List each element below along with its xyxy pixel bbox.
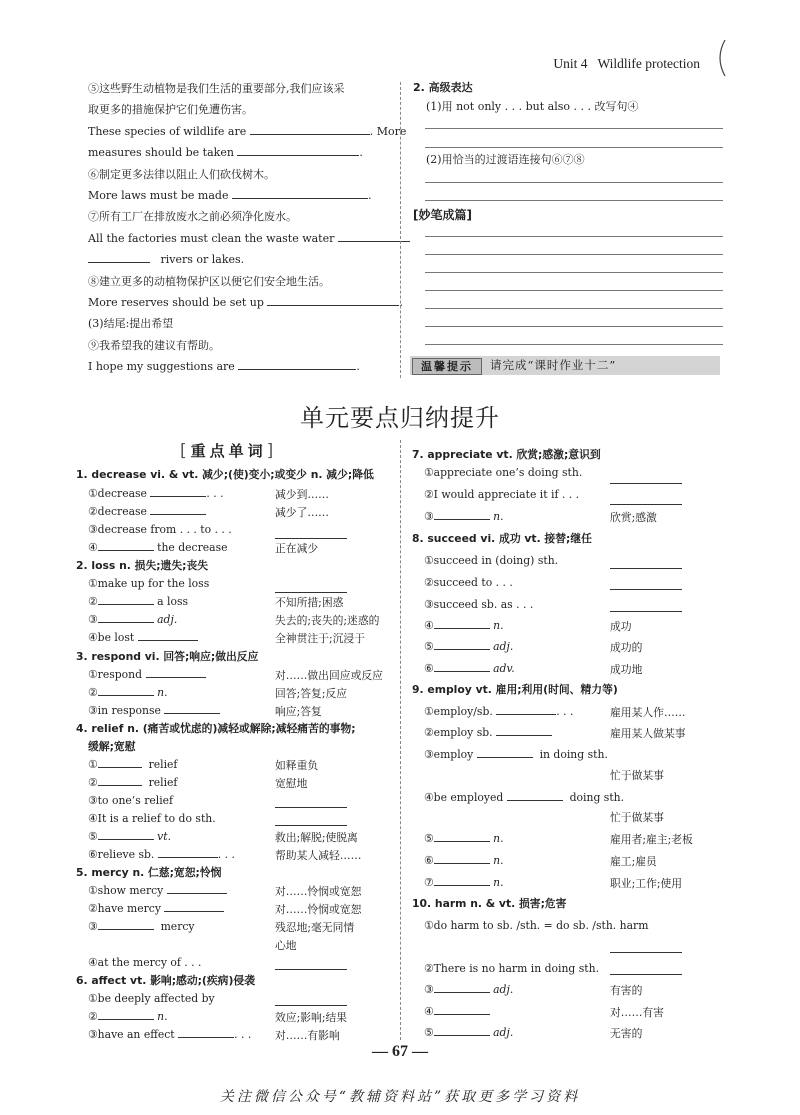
entry-item: ③ mercy [88, 920, 195, 933]
answer-blank[interactable] [434, 660, 490, 672]
entry-item: ② a loss [88, 595, 189, 608]
text-line: ⑦所有工厂在排放废水之前必须净化废水。 [88, 210, 297, 224]
answer-line[interactable] [425, 200, 723, 201]
answer-blank[interactable] [610, 567, 682, 569]
entry-meaning: 回答;答复;反应 [275, 687, 348, 700]
entry-item: ①respond [88, 666, 206, 684]
entry-meaning: 失去的;丧失的;迷惑的 [275, 614, 380, 627]
entry-item: ② n. [88, 1010, 168, 1023]
answer-blank[interactable] [275, 968, 347, 970]
unit-title: Wildlife protection [597, 56, 700, 71]
advanced-expression-title: 2. 高级表达 [413, 81, 473, 94]
answer-line[interactable] [425, 344, 723, 345]
text-line: (3)结尾:提出希望 [88, 317, 174, 331]
answer-blank[interactable] [275, 1004, 347, 1006]
answer-blank[interactable] [610, 503, 682, 505]
answer-blank[interactable] [275, 537, 347, 539]
entry-item: ②decrease [88, 503, 206, 521]
entry-heading: 2. loss n. 损失;遗失;丧失 [76, 559, 209, 572]
answer-blank[interactable] [98, 774, 142, 786]
answer-blank[interactable] [434, 830, 490, 842]
answer-blank[interactable] [275, 824, 347, 826]
entry-item: ④ n. [424, 619, 504, 632]
entry-meaning: 成功的 [610, 641, 643, 654]
answer-blank[interactable] [610, 951, 682, 953]
entry-heading: 6. affect vt. 影响;感动;(疾病)侵袭 [76, 974, 255, 987]
text-line: More reserves should be set up . [88, 295, 403, 309]
entry-meaning: 对……怜悯或宽恕 [275, 903, 362, 916]
entry-item: ②employ sb. [424, 724, 552, 742]
entry-meaning: 正在减少 [275, 542, 319, 555]
answer-blank[interactable] [98, 611, 154, 623]
entry-item: ③succeed sb. as . . . [424, 598, 534, 611]
entry-item: ⑥ adv. [424, 662, 515, 675]
answer-line[interactable] [425, 128, 723, 129]
answer-blank[interactable] [267, 294, 399, 306]
entry-item: ⑤ adj. [424, 640, 514, 653]
entry-meaning: 如释重负 [275, 759, 319, 772]
answer-line[interactable] [425, 254, 723, 255]
entry-meaning: 效应;影响;结果 [275, 1011, 348, 1024]
entry-item: ④be employed doing sth. [424, 791, 625, 804]
answer-line[interactable] [425, 272, 723, 273]
entry-item: ③in response [88, 702, 220, 720]
answer-blank[interactable] [150, 485, 206, 497]
answer-blank[interactable] [496, 703, 556, 715]
answer-blank[interactable] [237, 144, 359, 156]
entry-heading: 8. succeed vi. 成功 vt. 接替;继任 [412, 532, 592, 545]
entry-meaning: 欣赏;感激 [610, 511, 657, 524]
entry-item: ③have an effect . . . [88, 1028, 252, 1041]
text-line: These species of wildlife are . More [88, 124, 407, 138]
entry-meaning: 残忍地;毫无同情 [275, 921, 355, 934]
answer-line[interactable] [425, 308, 723, 309]
left-writing-column [88, 78, 407, 377]
entry-item: ①decrease . . . [88, 487, 224, 500]
text-line: ⑤这些野生动植物是我们生活的重要部分,我们应该采 [88, 82, 345, 95]
text-line: ⑨我希望我的建议有帮助。 [88, 338, 220, 352]
answer-blank[interactable] [610, 973, 682, 975]
question-2: (2)用恰当的过渡语连接句⑥⑦⑧ [426, 153, 585, 166]
entry-meaning: 成功 [610, 620, 632, 633]
writing-section-label: [妙笔成篇] [413, 208, 472, 222]
entry-item: ①be deeply affected by [88, 992, 215, 1005]
entry-heading: 4. relief n. (痛苦或忧虑的)减轻或解除;减轻痛苦的事物; [76, 722, 356, 735]
entry-heading-cont: 缓解;宽慰 [88, 740, 136, 753]
footer-note: 关注微信公众号“教辅资料站”获取更多学习资料 [219, 1089, 581, 1105]
section-title: 单元要点归纳提升 [300, 404, 500, 432]
entry-meaning: 救出;解脱;使脱离 [275, 831, 358, 844]
entry-meaning: 雇用者;雇主;老板 [610, 833, 693, 846]
entry-item: ②have mercy [88, 900, 224, 918]
entry-item: ②succeed to . . . [424, 576, 513, 589]
entry-meaning: 对……怜悯或宽恕 [275, 885, 362, 898]
entry-item: ④ [424, 1003, 490, 1021]
answer-blank[interactable] [610, 610, 682, 612]
entry-meaning: 对……有影响 [275, 1029, 340, 1042]
answer-blank[interactable] [164, 900, 224, 912]
text-line: ⑥制定更多法律以阻止人们砍伐树木。 [88, 167, 275, 181]
answer-blank[interactable] [275, 806, 347, 808]
entry-item: ⑥ n. [424, 854, 504, 867]
entry-meaning: 雇用某人作…… [610, 706, 686, 719]
entry-meaning: 响应;答复 [275, 705, 322, 718]
unit-label: Unit 4 [553, 56, 588, 71]
text-line: measures should be taken . [88, 146, 363, 160]
entry-item: ④at the mercy of . . . [88, 956, 202, 969]
entry-meaning: 职业;工作;使用 [610, 877, 683, 890]
entry-item: ①employ/sb. . . . [424, 705, 574, 718]
entry-heading: 3. respond vi. 回答;响应;做出反应 [76, 650, 259, 663]
answer-blank[interactable] [146, 666, 206, 678]
text-line: rivers or lakes. [88, 249, 388, 270]
answer-blank[interactable] [150, 503, 206, 515]
entry-meaning: 忙于做某事 [610, 811, 664, 824]
entry-meaning: 对……有害 [610, 1006, 664, 1019]
entry-item: ⑦ n. [424, 876, 504, 889]
answer-blank[interactable] [167, 882, 227, 894]
answer-blank[interactable] [238, 358, 356, 370]
tip-banner [410, 356, 720, 375]
answer-blank[interactable] [98, 684, 154, 696]
answer-blank[interactable] [434, 874, 490, 886]
answer-blank[interactable] [434, 852, 490, 864]
answer-blank[interactable] [434, 1003, 490, 1015]
entry-item: ⑥relieve sb. . . . [88, 848, 235, 861]
entry-item: ②There is no harm in doing sth. [424, 962, 600, 975]
text-line: I hope my suggestions are . [88, 360, 360, 374]
entry-meaning: 减少到…… [275, 488, 329, 501]
entry-item: ①succeed in (doing) sth. [424, 554, 559, 567]
entry-item: ①show mercy [88, 882, 227, 900]
entry-meaning: 减少了…… [275, 506, 329, 519]
answer-blank[interactable] [434, 617, 490, 629]
answer-blank[interactable] [98, 918, 154, 930]
answer-line[interactable] [425, 147, 723, 148]
answer-blank[interactable] [164, 702, 220, 714]
entry-item: ③decrease from . . . to . . . [88, 523, 232, 536]
entry-meaning: 全神贯注于;沉浸于 [275, 632, 366, 645]
answer-line[interactable] [425, 326, 723, 327]
entry-meaning: 无害的 [610, 1027, 643, 1040]
entry-meaning: 对……做出回应或反应 [275, 669, 383, 682]
answer-blank[interactable] [178, 1026, 234, 1038]
entry-item: ⑤ adj. [424, 1026, 514, 1039]
entry-meaning: 雇用某人做某事 [610, 727, 686, 740]
answer-blank[interactable] [250, 123, 370, 135]
entry-item: ② relief [88, 776, 178, 789]
entry-item: ②I would appreciate it if . . . [424, 488, 580, 501]
answer-blank[interactable] [496, 724, 552, 736]
entry-heading: 10. harm n. & vt. 损害;危害 [412, 897, 567, 910]
entry-item: ①do harm to sb. /sth. = do sb. /sth. harm [424, 919, 649, 932]
tip-text: 请完成“课时作业十二” [490, 358, 617, 372]
answer-line[interactable] [425, 290, 723, 291]
answer-blank[interactable] [98, 828, 154, 840]
entry-meaning: 有害的 [610, 984, 643, 997]
entry-meaning: 帮助某人减轻…… [275, 849, 362, 862]
entry-heading: 1. decrease vi. & vt. 减少;(使)变小;或变少 n. 减少;降低 [76, 468, 374, 481]
text-line: All the factories must clean the waste water [88, 228, 388, 249]
entry-meaning: 不知所措;困惑 [275, 596, 344, 609]
answer-blank[interactable] [434, 508, 490, 520]
entry-heading: 7. appreciate vt. 欣赏;感激;意识到 [412, 448, 601, 461]
answer-blank[interactable] [434, 981, 490, 993]
entry-meaning: 成功地 [610, 663, 643, 676]
entry-item: ①appreciate one’s doing sth. [424, 466, 583, 479]
entry-item: ④ the decrease [88, 541, 228, 554]
question-1: (1)用 not only . . . but also . . . 改写句④ [426, 100, 639, 113]
entry-item: ④be lost [88, 629, 198, 647]
entry-heading: 5. mercy n. 仁慈;宽恕;怜悯 [76, 866, 222, 879]
answer-blank[interactable] [507, 789, 563, 801]
text-line: ⑧建立更多的动植物保护区以便它们安全地生活。 [88, 274, 330, 288]
entry-item: ② n. [88, 686, 168, 699]
answer-blank[interactable] [610, 482, 682, 484]
entry-heading: 9. employ vt. 雇用;利用(时间、精力等) [412, 683, 618, 696]
entry-meaning: 宽慰地 [275, 777, 308, 790]
entry-item: ③employ in doing sth. [424, 748, 608, 761]
answer-blank[interactable] [98, 756, 142, 768]
entry-item: ⑤ vt. [88, 830, 171, 843]
answer-line[interactable] [425, 182, 723, 183]
header-curve-icon [713, 38, 729, 78]
entry-item: ④It is a relief to do sth. [88, 812, 216, 825]
entry-meaning: 心地 [275, 939, 297, 952]
entry-meaning: 忙于做某事 [610, 769, 664, 782]
answer-blank[interactable] [98, 593, 154, 605]
text-line: More laws must be made . [88, 188, 372, 202]
answer-line[interactable] [425, 236, 723, 237]
answer-blank[interactable] [434, 638, 490, 650]
entry-item: ①make up for the loss [88, 577, 210, 590]
column-divider [400, 82, 401, 378]
entry-item: ① relief [88, 758, 178, 771]
entry-item: ⑤ n. [424, 832, 504, 845]
unit-header [553, 56, 700, 72]
answer-blank[interactable] [434, 1024, 490, 1036]
answer-blank[interactable] [232, 187, 368, 199]
entry-meaning: 雇工;雇员 [610, 855, 657, 868]
entry-item: ③ n. [424, 510, 504, 523]
answer-blank[interactable] [138, 629, 198, 641]
answer-blank[interactable] [477, 746, 533, 758]
page-number: — 67 — [372, 1043, 428, 1060]
entry-item: ③ adj. [88, 613, 178, 626]
entry-item: ③ adj. [424, 983, 514, 996]
keywords-heading: [重点单词] [180, 441, 278, 461]
answer-blank[interactable] [275, 591, 347, 593]
answer-blank[interactable] [158, 846, 218, 858]
answer-blank[interactable] [88, 251, 150, 263]
answer-blank[interactable] [610, 588, 682, 590]
answer-blank[interactable] [98, 1008, 154, 1020]
answer-blank[interactable] [98, 539, 154, 551]
text-line: 取更多的措施保护它们免遭伤害。 [88, 103, 253, 117]
column-divider [400, 440, 401, 1040]
entry-item: ③to one’s relief [88, 794, 174, 807]
tip-label: 温馨提示 [412, 358, 482, 375]
